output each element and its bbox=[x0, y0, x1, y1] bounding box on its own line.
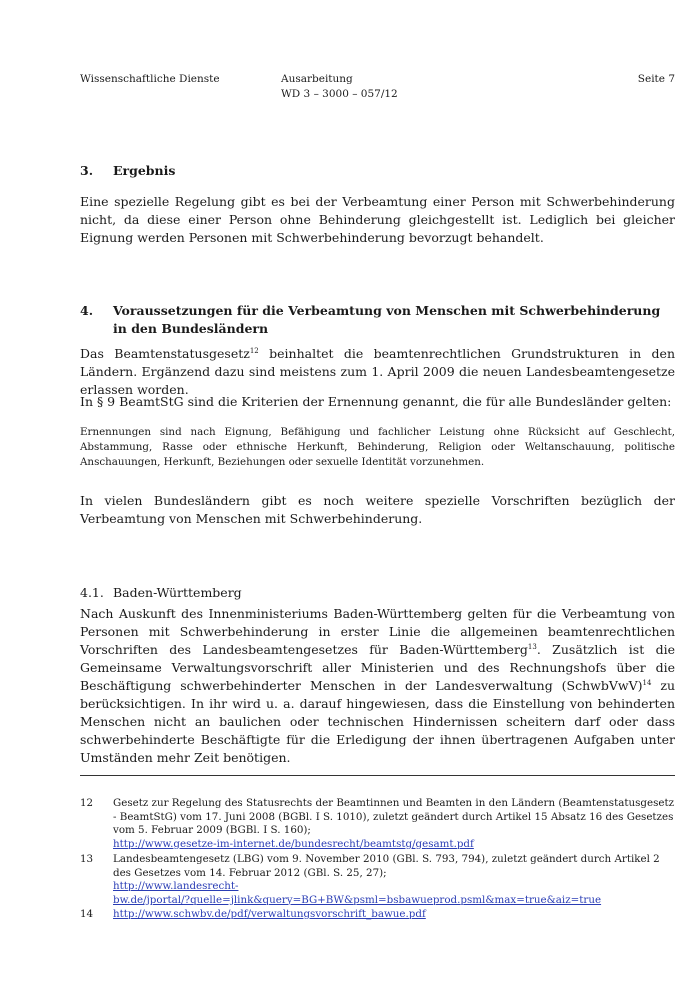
section-4-paragraph-2: In § 9 BeamtStG sind die Kriterien der Ernennung genannt, die für alle Bundesländer gelten: bbox=[80, 394, 672, 409]
section-4-paragraph-3: In vielen Bundesländern gibt es noch weitere spezielle Vorschriften bezüglich der Verbeamtung von Menschen mit Schwerbehinderung. bbox=[80, 493, 675, 526]
header-doc-number: WD 3 – 3000 – 057/12 bbox=[281, 88, 398, 100]
section-4-p1-start: Das Beamtenstatusgesetz bbox=[80, 346, 250, 361]
footnote-ref-14[interactable]: 14 bbox=[642, 679, 652, 687]
footnote-12-number: 12 bbox=[80, 797, 94, 809]
section-4-1-title: Baden-Württemberg bbox=[113, 585, 242, 600]
section-3-paragraph: Eine spezielle Regelung gibt es bei der Verbeamtung einer Person mit Schwerbehinderung nicht, da diese einer Person ohne Behinderung gleichgestellt ist. Lediglich bei gleicher Eignung werden Personen mit Schwerbehinderung bevorzugt behandelt. bbox=[80, 194, 675, 245]
header-page-number: Seite 7 bbox=[637, 73, 675, 85]
footnote-12-text: Gesetz zur Regelung des Statusrechts der Beamtinnen und Beamten in den Ländern (Beamtenstatusgesetz - BeamtStG) vom 17. Juni 2008 (BGBl. I S. 1010), zuletzt geändert durch Artikel 15 Absatz 16 des Gesetzes vom 5. Februar 2009 (BGBl. I S. 160); bbox=[113, 797, 675, 836]
footnote-12-link[interactable]: http://www.gesetze-im-internet.de/bundesrecht/beamtstg/gesamt.pdf bbox=[113, 837, 474, 850]
section-3-heading bbox=[80, 162, 675, 180]
section-4-1-paragraph bbox=[80, 605, 675, 767]
footnote-13-text: Landesbeamtengesetz (LBG) vom 9. November 2010 (GBl. S. 793, 794), zuletzt geändert durch Artikel 2 des Gesetzes vom 14. Februar 2012 (GBl. S. 25, 27); bbox=[113, 853, 660, 879]
section-4-1-p-end: zu berücksichtigen. In ihr wird u. a. darauf hingewiesen, dass die Einstellung von behinderten Menschen nicht an baulichen oder technischen Hindernissen scheitern darf oder dass schwerbehinderte Beschäftigte für die Erledigung der ihnen übertragenen Aufgaben unter Umständen mehr Zeit benötigen. bbox=[80, 678, 675, 765]
section-4-number: 4. bbox=[80, 303, 94, 318]
footnote-13-link-line-2: bw.de/jportal/?quelle=jlink&query=BG+BW&psml=bsbawueprod.psml&max=true&aiz=true bbox=[113, 893, 602, 906]
footnote-13-number: 13 bbox=[80, 853, 94, 865]
footnote-14 bbox=[80, 908, 675, 922]
header-doc-type-label: Ausarbeitung bbox=[281, 73, 353, 85]
section-4-1-p-start: Nach Auskunft des Innenministeriums Baden-Württemberg gelten für die Verbeamtung von Personen mit Schwerbehinderung in erster Linie die allgemeinen beamtenrechtlichen Vorschriften des Landesbeamtengesetzes für Baden-Württemberg bbox=[80, 606, 675, 657]
footnote-13-link-line-1: http://www.landesrecht- bbox=[113, 880, 239, 892]
section-4-paragraph-1 bbox=[80, 345, 675, 399]
footnote-13 bbox=[80, 853, 675, 907]
section-4-1-heading bbox=[80, 584, 675, 602]
footnote-divider bbox=[80, 775, 675, 776]
section-3-number: 3. bbox=[80, 163, 94, 178]
section-4-heading bbox=[80, 302, 675, 338]
footnote-ref-13[interactable]: 13 bbox=[527, 643, 537, 651]
header-institution: Wissenschaftliche Dienste bbox=[80, 73, 220, 85]
header-doc-type bbox=[281, 72, 398, 102]
section-4-title: Voraussetzungen für die Verbeamtung von Menschen mit Schwerbehinderung in den Bundesländern bbox=[113, 303, 661, 336]
section-4-1-p-middle: . Zusätzlich ist die Gemeinsame Verwaltungsvorschrift aller Ministerien und des Rechnungshofs über die Beschäftigung schwerbehinderter Menschen in der Landesverwaltung (SchwbVwV) bbox=[80, 642, 675, 693]
section-3-title: Ergebnis bbox=[113, 163, 176, 178]
footnote-13-link[interactable] bbox=[113, 880, 601, 906]
section-4-p1-end: beinhaltet die beamtenrechtlichen Grundstrukturen in den Ländern. Ergänzend dazu sind meistens zum 1. April 2009 die neuen Landesbeamtengesetze erlassen worden. bbox=[80, 346, 675, 397]
footnote-ref-12[interactable]: 12 bbox=[249, 347, 259, 355]
footnote-14-number: 14 bbox=[80, 908, 94, 920]
block-quote-9-beamtstg: Ernennungen sind nach Eignung, Befähigung und fachlicher Leistung ohne Rücksicht auf Geschlecht, Abstammung, Rasse oder ethnische Herkunft, Behinderung, Religion oder Weltanschauung, politische Anschauungen, Herkunft, Beziehungen oder sexuelle Identität vorzunehmen. bbox=[80, 426, 675, 468]
footnote-14-link[interactable]: http://www.schwbv.de/pdf/verwaltungsvorschrift_bawue.pdf bbox=[113, 908, 426, 920]
section-4-1-number: 4.1. bbox=[80, 585, 104, 600]
footnote-12 bbox=[80, 797, 675, 851]
